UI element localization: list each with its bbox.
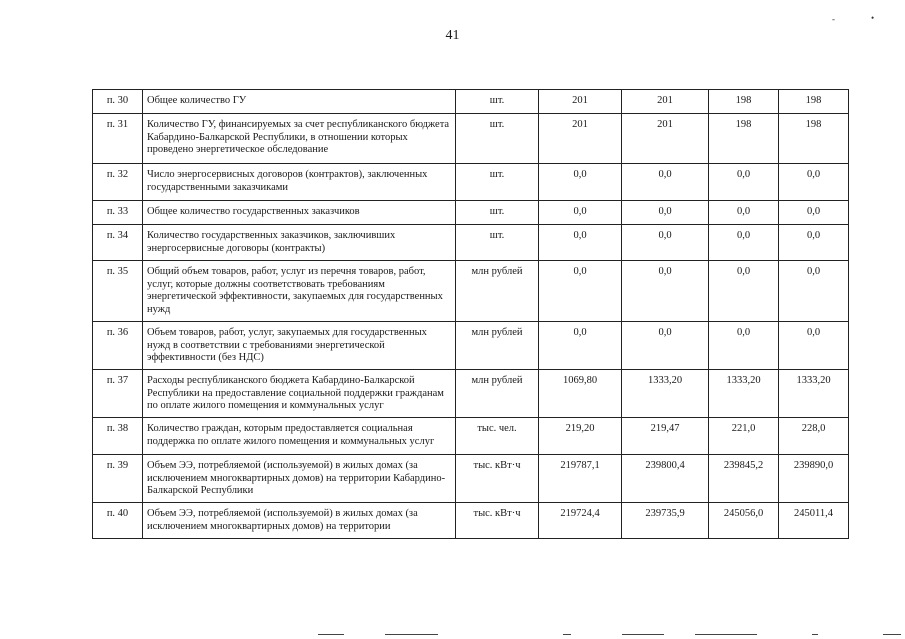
value-cell-3: 245056,0 <box>709 503 779 539</box>
value-cell-4: 0,0 <box>779 225 849 261</box>
value-cell-4: 198 <box>779 114 849 164</box>
value-cell-1: 201 <box>539 114 622 164</box>
value-cell-1: 219724,4 <box>539 503 622 539</box>
unit-cell: шт. <box>456 114 539 164</box>
scan-artifact <box>563 634 571 635</box>
indicator-name-cell: Число энергосервисных договоров (контрактов), заключенных государственными заказчиками <box>143 164 456 201</box>
value-cell-1: 0,0 <box>539 261 622 322</box>
value-cell-3: 198 <box>709 90 779 114</box>
indicator-name-cell: Расходы республиканского бюджета Кабардино-Балкарской Республики на предоставление социальной поддержки гражданам по оплате жилого помещения и коммунальных услуг <box>143 370 456 418</box>
indicator-name-cell: Общее количество государственных заказчиков <box>143 201 456 225</box>
table-row <box>93 164 849 201</box>
unit-cell: млн рублей <box>456 261 539 322</box>
value-cell-1: 219787,1 <box>539 455 622 503</box>
scan-artifact <box>385 634 438 635</box>
value-cell-4: 0,0 <box>779 201 849 225</box>
scan-artifact <box>318 634 344 635</box>
indicator-name-cell: Общее количество ГУ <box>143 90 456 114</box>
indicators-table <box>92 89 849 539</box>
unit-cell: шт. <box>456 90 539 114</box>
value-cell-3: 0,0 <box>709 164 779 201</box>
table-row <box>93 503 849 539</box>
table-row <box>93 225 849 261</box>
value-cell-1: 219,20 <box>539 418 622 455</box>
unit-cell: тыс. чел. <box>456 418 539 455</box>
row-number-cell: п. 33 <box>93 201 143 225</box>
row-number-cell: п. 31 <box>93 114 143 164</box>
unit-cell: млн рублей <box>456 322 539 370</box>
scan-artifact <box>695 634 757 635</box>
value-cell-1: 0,0 <box>539 201 622 225</box>
unit-cell: тыс. кВт·ч <box>456 503 539 539</box>
table-row <box>93 455 849 503</box>
value-cell-1: 201 <box>539 90 622 114</box>
value-cell-1: 0,0 <box>539 225 622 261</box>
unit-cell: шт. <box>456 164 539 201</box>
scan-artifact <box>90 0 240 4</box>
unit-cell: млн рублей <box>456 370 539 418</box>
row-number-cell: п. 38 <box>93 418 143 455</box>
value-cell-3: 1333,20 <box>709 370 779 418</box>
value-cell-3: 198 <box>709 114 779 164</box>
unit-cell: шт. <box>456 225 539 261</box>
indicator-name-cell: Объем ЭЭ, потребляемой (используемой) в жилых домах (за исключением многоквартирных домов) на территории Кабардино-Балкарской Республики <box>143 455 456 503</box>
value-cell-2: 0,0 <box>622 201 709 225</box>
value-cell-2: 201 <box>622 90 709 114</box>
value-cell-4: 245011,4 <box>779 503 849 539</box>
value-cell-4: 239890,0 <box>779 455 849 503</box>
value-cell-4: 228,0 <box>779 418 849 455</box>
row-number-cell: п. 34 <box>93 225 143 261</box>
row-number-cell: п. 35 <box>93 261 143 322</box>
row-number-cell: п. 40 <box>93 503 143 539</box>
table-row <box>93 322 849 370</box>
value-cell-2: 0,0 <box>622 225 709 261</box>
value-cell-2: 201 <box>622 114 709 164</box>
row-number-cell: п. 30 <box>93 90 143 114</box>
scan-artifact <box>622 634 664 635</box>
indicator-name-cell: Объем ЭЭ, потребляемой (используемой) в жилых домах (за исключением многоквартирных домов) на территории <box>143 503 456 539</box>
scan-artifact <box>812 634 818 635</box>
table-row <box>93 90 849 114</box>
indicator-name-cell: Количество ГУ, финансируемых за счет республиканского бюджета Кабардино-Балкарской Республики, в отношении которых проведено энергетическое обследование <box>143 114 456 164</box>
value-cell-1: 0,0 <box>539 164 622 201</box>
indicator-name-cell: Количество государственных заказчиков, заключивших энергосервисные договоры (контракты) <box>143 225 456 261</box>
table-row <box>93 114 849 164</box>
scan-mark: • <box>871 13 875 23</box>
scan-artifact <box>883 634 901 635</box>
scan-mark: - <box>832 14 835 24</box>
value-cell-2: 239735,9 <box>622 503 709 539</box>
indicator-name-cell: Объем товаров, работ, услуг, закупаемых для государственных нужд в соответствии с требованиями энергетической эффективности (без НДС) <box>143 322 456 370</box>
value-cell-1: 1069,80 <box>539 370 622 418</box>
value-cell-4: 0,0 <box>779 322 849 370</box>
indicator-name-cell: Количество граждан, которым предоставляется социальная поддержка по оплате жилого помещения и коммунальных услуг <box>143 418 456 455</box>
unit-cell: шт. <box>456 201 539 225</box>
value-cell-3: 0,0 <box>709 201 779 225</box>
value-cell-4: 0,0 <box>779 164 849 201</box>
value-cell-3: 0,0 <box>709 322 779 370</box>
row-number-cell: п. 36 <box>93 322 143 370</box>
table-row <box>93 261 849 322</box>
value-cell-3: 0,0 <box>709 225 779 261</box>
page-number: 41 <box>445 28 460 43</box>
row-number-cell: п. 32 <box>93 164 143 201</box>
table-row <box>93 370 849 418</box>
value-cell-2: 239800,4 <box>622 455 709 503</box>
value-cell-4: 198 <box>779 90 849 114</box>
value-cell-2: 1333,20 <box>622 370 709 418</box>
value-cell-2: 0,0 <box>622 322 709 370</box>
value-cell-2: 219,47 <box>622 418 709 455</box>
indicators-table-body <box>93 90 849 539</box>
value-cell-3: 221,0 <box>709 418 779 455</box>
value-cell-4: 0,0 <box>779 261 849 322</box>
indicator-name-cell: Общий объем товаров, работ, услуг из перечня товаров, работ, услуг, которые должны соответствовать требованиям энергетической эффективности, закупаемых для государственных нужд <box>143 261 456 322</box>
value-cell-3: 0,0 <box>709 261 779 322</box>
unit-cell: тыс. кВт·ч <box>456 455 539 503</box>
value-cell-2: 0,0 <box>622 164 709 201</box>
row-number-cell: п. 39 <box>93 455 143 503</box>
table-row <box>93 418 849 455</box>
row-number-cell: п. 37 <box>93 370 143 418</box>
value-cell-3: 239845,2 <box>709 455 779 503</box>
table-row <box>93 201 849 225</box>
value-cell-2: 0,0 <box>622 261 709 322</box>
value-cell-4: 1333,20 <box>779 370 849 418</box>
value-cell-1: 0,0 <box>539 322 622 370</box>
